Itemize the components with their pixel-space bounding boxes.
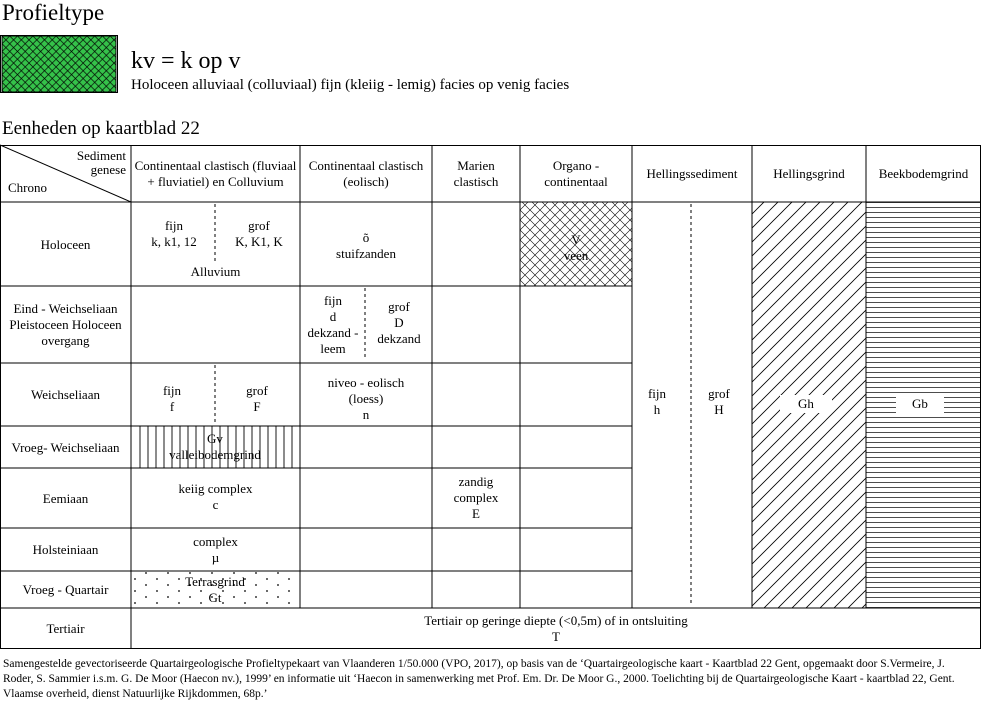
cell-eind-grof-dekzand: grof D dekzand: [377, 299, 421, 346]
table-heading: Eenheden op kaartblad 22: [2, 118, 200, 139]
row-header-vroeg-quartair: Vroeg - Quartair: [22, 582, 109, 597]
cell-beekbodemgrind-gb: Gb: [896, 395, 944, 413]
cell-hellingsgrind-gh: Gh: [780, 395, 832, 413]
cell-eemiaan-keiig-complex: keiig complex c: [178, 481, 253, 512]
cell-holoceen-stuifzanden: õ stuifzanden: [336, 230, 396, 261]
row-header-eemiaan: Eemiaan: [42, 490, 89, 506]
row-header-holsteiniaan: Holsteiniaan: [32, 542, 99, 557]
cell-tertiair: Tertiair op geringe diepte (<0,5m) of in ontsluiting T: [424, 613, 688, 644]
row-header-vroeg-weichseliaan: Vroeg- Weichseliaan: [11, 439, 120, 455]
cell-holoceen-grof: grof K, K1, K: [235, 218, 283, 249]
cell-eind-fijn-dekzandleem: fijn d dekzand - leem: [307, 293, 359, 356]
row-header-tertiair: Tertiair: [46, 621, 85, 636]
row-header-holoceen: Holoceen: [40, 236, 91, 252]
col-header-beekbodemgrind: Beekbodemgrind: [878, 166, 969, 181]
cell-valleibodemgrind: Gv valleibodemgrind: [169, 431, 261, 462]
legend-code: kv = k op v: [131, 48, 241, 74]
col-header-continentaal-eolisch: Continentaal clastisch (eolisch): [308, 158, 424, 189]
cell-weichseliaan-loess: niveo - eolisch (loess) n: [327, 375, 405, 422]
corner-sediment-genese: Sediment genese: [76, 148, 126, 177]
cell-holoceen-fijn: fijn k, k1, 12: [151, 218, 197, 249]
row-header-eind-weichseliaan: Eind - Weichseliaan Pleistoceen Holoceen overgang: [9, 301, 122, 348]
cell-holoceen-alluvium: Alluvium: [190, 264, 241, 279]
col-header-marien: Marien clastisch: [453, 158, 499, 189]
cell-holsteiniaan-complex: complex µ: [193, 534, 238, 565]
legend-heading: Profieltype: [2, 0, 105, 25]
cell-weichseliaan-fijn: fijn f: [162, 383, 182, 414]
cell-hellingssediment-grof: grof H: [708, 386, 730, 417]
legend-description: Holoceen alluviaal (colluviaal) fijn (kleiig - lemig) facies op venig facies: [131, 77, 570, 93]
col-header-organo: Organo - continentaal: [544, 158, 608, 189]
col-header-continentaal-fluviaal: Continentaal clastisch (fluviaal + fluviatiel) en Colluvium: [134, 158, 297, 189]
col-header-hellingsgrind: Hellingsgrind: [773, 166, 845, 181]
corner-chrono: Chrono: [8, 180, 47, 195]
cell-weichseliaan-grof: grof F: [246, 383, 268, 414]
cell-terrasgrind: Terrasgrind Gt: [185, 574, 245, 605]
cell-holoceen-veen: V veen: [563, 232, 589, 263]
cell-eemiaan-zandig-complex: zandig complex E: [453, 474, 499, 521]
row-header-weichseliaan: Weichseliaan: [31, 387, 100, 402]
col-header-hellingssediment: Hellingssediment: [646, 166, 738, 181]
cell-hellingssediment-fijn: fijn h: [647, 386, 667, 417]
footnote: Samengestelde gevectoriseerde Quartairgeologische Profieltypekaart van Vlaanderen 1/50.000 (VPO, 2017), op basis van de ‘Quartairgeologische kaart - Kaartblad 22 Gent, opgemaakt door S.Vermeire, J. Roder, S. Sammier i.s.m. G. De Moor (Haecon nv.), 1999’ en informatie uit ‘Haecon in samenwerking met Prof. Em. Dr. De Moor G., 2000. Toelichting bij de Quartairgeologische Kaart - kaartblad 22, Gent. Vlaamse overheid, dienst Natuurlijke Rijkdommen, 68p.’: [3, 658, 955, 700]
